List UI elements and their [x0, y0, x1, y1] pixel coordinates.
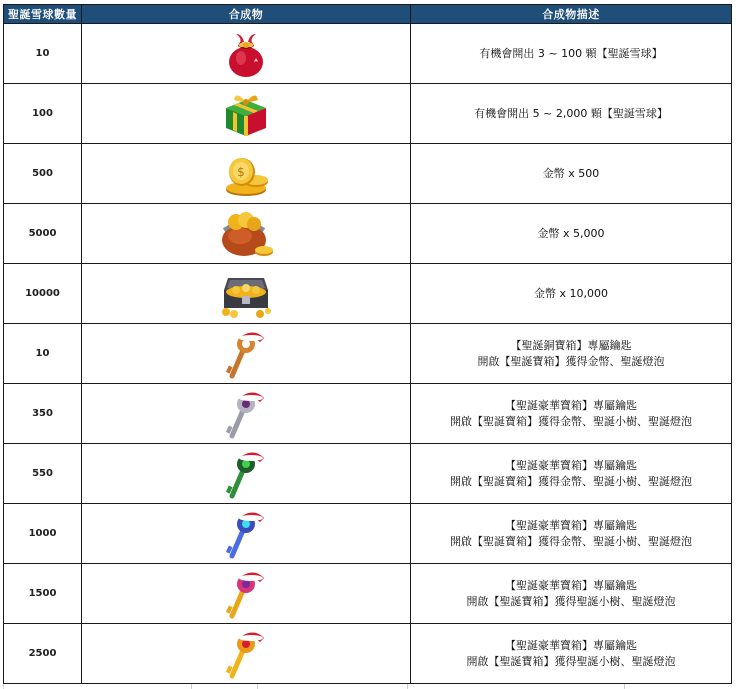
item-cell [82, 24, 411, 84]
item-cell [82, 564, 411, 624]
svg-text:$: $ [237, 164, 245, 179]
purple-gold-key-icon [216, 568, 276, 620]
description-line: 開啟【聖誕寶箱】獲得金幣、聖誕小樹、聖誕燈泡 [450, 414, 692, 428]
grid-line [191, 684, 192, 689]
description-line: 有機會開出 5 ~ 2,000 顆【聖誕雪球】 [474, 106, 668, 120]
item-cell [82, 444, 411, 504]
description-cell [411, 384, 732, 444]
table-row [4, 204, 732, 264]
grid-line [407, 684, 408, 689]
green-key-icon [216, 448, 276, 500]
table-row [4, 384, 732, 444]
coin-purse-icon [216, 208, 276, 260]
header-item: 合成物 [82, 5, 411, 24]
description-line: 【聖誕豪華寶箱】專屬鑰匙 [505, 518, 637, 532]
grid-remnant [3, 684, 732, 689]
quantity-cell: 1000 [4, 504, 82, 564]
description-cell [411, 324, 732, 384]
table-row [4, 504, 732, 564]
table-row [4, 624, 732, 684]
description-line: 金幣 x 500 [542, 166, 600, 180]
table-header-row [4, 5, 732, 24]
silver-key-icon [216, 388, 276, 440]
description-line: 有機會開出 3 ~ 100 顆【聖誕雪球】 [479, 46, 663, 60]
description-line: 開啟【聖誕寶箱】獲得金幣、聖誕小樹、聖誕燈泡 [450, 534, 692, 548]
crafting-table [3, 4, 732, 684]
description-cell [411, 24, 732, 84]
description-line: 開啟【聖誕寶箱】獲得金幣、聖誕燈泡 [477, 354, 665, 368]
description-cell [411, 564, 732, 624]
grid-line [624, 684, 625, 689]
table-row [4, 84, 732, 144]
description-line: 開啟【聖誕寶箱】獲得聖誕小樹、聖誕燈泡 [466, 594, 676, 608]
item-cell [82, 144, 411, 204]
treasure-chest-icon [216, 268, 276, 320]
description-line: 開啟【聖誕寶箱】獲得金幣、聖誕小樹、聖誕燈泡 [450, 474, 692, 488]
quantity-cell: 5000 [4, 204, 82, 264]
description-cell [411, 204, 732, 264]
table-row [4, 264, 732, 324]
description-line: 【聖誕豪華寶箱】專屬鑰匙 [505, 458, 637, 472]
table-row [4, 144, 732, 204]
description-cell [411, 264, 732, 324]
header-quantity: 聖誕雪球數量 [4, 5, 82, 24]
quantity-cell: 1500 [4, 564, 82, 624]
description-line: 【聖誕豪華寶箱】專屬鑰匙 [505, 578, 637, 592]
table-row [4, 564, 732, 624]
table-row [4, 444, 732, 504]
red-gold-key-icon [216, 628, 276, 680]
description-cell [411, 624, 732, 684]
item-cell [82, 324, 411, 384]
item-cell [82, 624, 411, 684]
description-cell [411, 504, 732, 564]
red-gift-bag-icon [216, 28, 276, 80]
quantity-cell: 10 [4, 324, 82, 384]
description-line: 金幣 x 5,000 [537, 226, 605, 240]
quantity-cell: 10 [4, 24, 82, 84]
item-cell [82, 504, 411, 564]
description-cell [411, 444, 732, 504]
quantity-cell: 550 [4, 444, 82, 504]
item-cell [82, 204, 411, 264]
bronze-key-icon [216, 328, 276, 380]
header-description: 合成物描述 [411, 5, 732, 24]
table-row [4, 324, 732, 384]
description-line: 【聖誕豪華寶箱】專屬鑰匙 [505, 398, 637, 412]
grid-line [257, 684, 258, 689]
quantity-cell: 350 [4, 384, 82, 444]
description-line: 【聖誕銅寶箱】專屬鑰匙 [510, 338, 632, 352]
item-cell [82, 384, 411, 444]
quantity-cell: 10000 [4, 264, 82, 324]
quantity-cell: 100 [4, 84, 82, 144]
description-line: 【聖誕豪華寶箱】專屬鑰匙 [505, 638, 637, 652]
description-line: 開啟【聖誕寶箱】獲得聖誕小樹、聖誕燈泡 [466, 654, 676, 668]
description-line: 金幣 x 10,000 [534, 286, 608, 300]
description-cell [411, 144, 732, 204]
item-cell [82, 84, 411, 144]
description-cell [411, 84, 732, 144]
blue-key-icon [216, 508, 276, 560]
item-cell [82, 264, 411, 324]
table-row [4, 24, 732, 84]
quantity-cell: 500 [4, 144, 82, 204]
green-gift-box-icon [216, 88, 276, 140]
gold-coins-icon [216, 148, 276, 200]
quantity-cell: 2500 [4, 624, 82, 684]
